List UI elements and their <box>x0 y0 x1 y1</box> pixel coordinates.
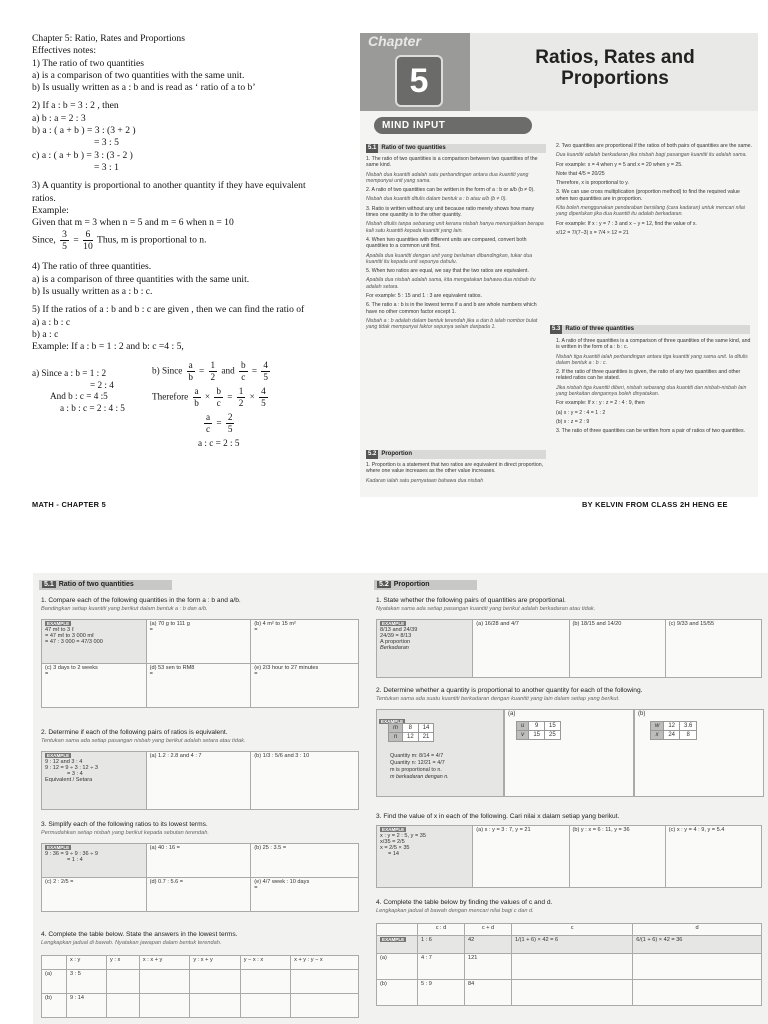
s3-heading-1: 3) A quantity is proportional to another quantity if they have equivalent <box>32 180 306 192</box>
b2-p2: For example: x = 4 when y = 5 and x = 20 when y = 25. <box>556 161 683 168</box>
wr-q2-a-table <box>516 721 561 740</box>
wr-q2-b-label: (b) <box>638 711 646 717</box>
wr-q4-h0 <box>377 924 418 936</box>
wr-q2-ex-t0: Quantity m: 8/14 = 4/7 <box>390 753 444 759</box>
wr-q2b-x: x <box>651 731 664 740</box>
wb-t-b2: b <box>216 386 221 396</box>
wr-q4-h2: c + d <box>465 924 512 936</box>
wl-q1-c-text: (c) 3 days to 2 weeks <box>45 665 98 671</box>
wl-q3-example <box>42 844 147 878</box>
wl-q1-e-text: (e) 2/3 hour to 27 minutes <box>254 665 319 671</box>
b2-p1: Dua kuantiti adalah berkadaran jika nisbah bagi pasangan kuantiti itu adalah sama. <box>556 152 747 159</box>
wb-t-two: 2 <box>238 398 244 408</box>
wb-eq-1: = <box>199 365 205 376</box>
wl-q4-h6: x + y : y − x <box>291 956 359 970</box>
wb-r-2: 2 <box>227 412 233 422</box>
wr-q4-r1-d[interactable] <box>633 954 762 980</box>
wl-q1-b[interactable] <box>251 620 359 664</box>
wr-q2-ex-t3: m berkadaran dengan n. <box>390 774 449 780</box>
wl-q1-a-eq: = <box>149 627 153 633</box>
wr-q3-c[interactable]: (c) x : y = 4 : 9, y = 5.4 <box>665 826 761 888</box>
wl-q1-text: 1. Compare each of the following quantities in the form a : b and a/b. <box>41 597 241 604</box>
wr-q4-r1-sum: 121 <box>465 954 512 980</box>
wb-therefore-line <box>152 386 302 412</box>
wl-q3-a[interactable]: (a) 40 : 16 = <box>146 844 251 878</box>
wl-q1-c[interactable] <box>42 664 147 708</box>
wb-t-one: 1 <box>238 386 244 396</box>
wr-q3-text: 3. Find the value of x in each of the following. Cari nilai x dalam setiap yang berikut. <box>376 813 620 820</box>
wr-q3-ex-l2: x/35 = 2/5 <box>380 839 405 845</box>
wb-five: 5 <box>263 372 268 382</box>
s3-fraction-1 <box>60 229 69 252</box>
b1-p4: 3. Ratio is written without any unit because ratio merely shows how many times one quantity is to the other quantity. <box>366 205 535 219</box>
b2-p0: 2. Two quantities are proportional if the ratios of both pairs of quantities are the same. <box>556 143 752 149</box>
wl-q1-ex-l1: 47 mℓ to 3 ℓ <box>45 627 74 633</box>
footer-right: BY KELVIN FROM CLASS 2H HENG EE <box>582 500 728 509</box>
book-column-1 <box>366 156 544 334</box>
wb-two: 2 <box>210 372 216 382</box>
b1-p3: Nisbah dua kuantiti ditulis dalam bentuk a : b atau a/b (b ≠ 0). <box>366 196 507 203</box>
worked-solution-a <box>32 368 162 414</box>
wb-and: and <box>221 365 235 376</box>
wb-times-1: × <box>204 391 211 402</box>
section-5-1-bar <box>366 144 546 153</box>
wr-q2-text: 2. Determine whether a quantity is proportional to another quantity for each of the following. <box>376 687 643 694</box>
wr-q4-text: 4. Complete the table below by finding the values of c and d. <box>376 899 553 906</box>
s3-fraction-2 <box>83 229 93 252</box>
wl-q4-h5: y − x : x <box>240 956 290 970</box>
s4-heading: 4) The ratio of three quantities. <box>32 261 152 273</box>
wl-q4-r1-c6[interactable] <box>291 994 359 1018</box>
wr-q4-table <box>376 923 762 1006</box>
wb-eq-3: = <box>227 391 233 402</box>
wl-q3-grid <box>41 843 359 912</box>
b1-p2: 2. A ratio of two quantities can be written in the form of a : b or a/b (b ≠ 0). <box>366 187 535 194</box>
wr-q1-ex-l4: Berkadaran <box>380 645 409 651</box>
wl-q4-r0-c2[interactable] <box>107 970 140 994</box>
wr-q4 <box>376 899 761 915</box>
wl-q4-r1-label: (b) <box>42 994 67 1018</box>
wl-q4-r0-xy: 3 : 5 <box>67 970 107 994</box>
wl-q1 <box>41 597 361 613</box>
notes-section <box>32 33 357 354</box>
wb-one: 1 <box>210 360 216 370</box>
s3-equals: = <box>73 235 79 247</box>
book-column-2 <box>556 143 752 239</box>
book-column-1b <box>366 462 544 487</box>
s3-thus: Thus, m is proportional to n. <box>96 235 207 247</box>
s2-heading: 2) If a : b = 3 : 2 , then <box>32 100 119 112</box>
b2b-p2: 2. If the ratio of three quantities is given, the ratio of any two quantities and other related ratios can be stated. <box>556 369 741 382</box>
wr-q4-r1-c[interactable] <box>512 954 633 980</box>
wl-q2-ex-l3: = 3 : 4 <box>67 771 83 777</box>
wb-eq-2: = <box>251 365 258 376</box>
wb-t-a: a <box>194 386 199 396</box>
worked-solution-b <box>152 360 302 450</box>
s5-line-b: b) a : c <box>32 328 59 340</box>
notes-subtitle: Effectives notes: <box>32 45 97 57</box>
book-title-line-2: Proportions <box>561 68 669 89</box>
frac2-num: 6 <box>83 229 93 241</box>
s2-line-c1: c) a : ( a + b ) = 3 : (3 - 2 ) <box>32 149 133 161</box>
wb-t-c: c <box>216 398 221 408</box>
wr-q4-r0-cd: 1 : 6 <box>418 936 465 954</box>
worksheet-left <box>33 573 368 1024</box>
wa-l2: = 2 : 4 <box>90 379 114 390</box>
b1-p6: 4. When two quantities with different units are compared, convert both quantities to a common unit first. <box>366 236 527 250</box>
wr-q4-r2-cd: 5 : 9 <box>418 980 465 1006</box>
wr-section-header <box>374 580 477 590</box>
wb-since: b) Since <box>152 365 183 376</box>
b1-p11: 6. The ratio a : b is in the lowest terms if a and b are whole numbers which have no other common factor except 1. <box>366 302 537 315</box>
wl-q3-text: 3. Simplify each of the following ratios to its lowest terms. <box>41 821 208 828</box>
wl-sec-title: Ratio of two quantities <box>58 581 134 588</box>
wr-q1-ex-l1: 8/13 and 24/39 <box>380 627 418 633</box>
wr-q2-ex-m: m <box>389 724 403 733</box>
s1-heading: 1) The ratio of two quantities <box>32 57 144 69</box>
wr-q3-ex-l4: = 14 <box>388 851 400 857</box>
wl-q4-h4: y : x + y <box>190 956 240 970</box>
wr-q2-ex-n: n <box>389 733 403 742</box>
wr-q2-ex-m2: 14 <box>418 724 434 733</box>
wl-q1-example <box>42 620 147 664</box>
wr-q1 <box>376 597 761 613</box>
s4-line-a: a) is a comparison of three quantities with the same unit. <box>32 273 250 285</box>
example-label: EXAMPLE <box>382 827 405 832</box>
wl-sec-num: 5.1 <box>44 581 54 588</box>
footer-left: MATH - CHAPTER 5 <box>32 500 107 509</box>
wl-q2-example <box>42 752 147 810</box>
wr-q1-text: 1. State whether the following pairs of quantities are proportional. <box>376 597 566 604</box>
wl-q2-grid <box>41 751 359 810</box>
s5-heading: 5) If the ratios of a : b and b : c are given , then we can find the ratio of <box>32 304 305 316</box>
wr-q2-ex-n2: 21 <box>418 733 434 742</box>
chapter-word: Chapter <box>368 33 421 49</box>
book-page-image <box>360 33 758 497</box>
b2b-p0: 1. A ratio of three quantities is a comparison of three quantities of the same kind, and is written in the form of a : b : c. <box>556 338 751 351</box>
b1-p8: 5. When two ratios are equal, we say that the two ratios are equivalent. <box>366 268 529 275</box>
wl-q4-r0-c6[interactable] <box>291 970 359 994</box>
wr-q2b-x1: 24 <box>664 731 680 740</box>
wl-q3-e-text: (e) 4/7 week : 10 days <box>254 879 310 885</box>
wl-q1-d-text: (d) 53 sen to RM8 <box>149 665 195 671</box>
wr-q2a-v: v <box>517 731 529 740</box>
wr-q3-ex-l3: x = 2/5 × 35 <box>380 845 410 851</box>
wl-q4-text: 4. Complete the table below. State the answers in the lowest terms. <box>41 931 238 938</box>
wl-q2-ex-l2: 9 : 12 = 9 ÷ 3 : 12 ÷ 3 <box>45 765 98 771</box>
wb-eq-4: = <box>216 417 222 428</box>
wr-q2b-w1: 12 <box>664 722 680 731</box>
wr-q2-ex-n1: 12 <box>403 733 419 742</box>
wb-since-line <box>152 360 302 386</box>
wl-q1-e[interactable] <box>251 664 359 708</box>
wr-q4-r2-sum: 84 <box>465 980 512 1006</box>
wr-q2-ms: Tentukan sama ada suatu kuantiti berkadaran dengan kuantiti yang lain dalam setiap yang berikut. <box>376 696 620 702</box>
wr-q1-ex-l3: A proportion <box>380 639 411 645</box>
b1b-p1: Kadaran ialah satu pernyataan bahawa dua nisbah <box>366 477 484 484</box>
wr-q1-a[interactable]: (a) 16/28 and 4/7 <box>473 620 569 678</box>
wl-q3 <box>41 821 361 837</box>
example-label: EXAMPLE <box>381 719 404 724</box>
b1-p0: 1. The ratio of two quantities is a comparison between two quantities of the same kind. <box>366 156 538 169</box>
wl-q2 <box>41 729 361 745</box>
section-5-1-title: Ratio of two quantities <box>381 145 446 151</box>
wr-q4-r2-label: (b) <box>377 980 418 1006</box>
wr-q4-r2-c[interactable] <box>512 980 633 1006</box>
s3-since-line <box>32 229 357 255</box>
wr-q1-ex-l2: 24/39 = 8/13 <box>380 633 412 639</box>
wb-c: c <box>241 372 246 382</box>
wl-q4-h1: x : y <box>67 956 107 970</box>
wl-q1-a-text: (a) 70 g to 111 g <box>149 621 190 627</box>
s2-line-b2: = 3 : 5 <box>94 137 119 149</box>
wr-q4-r0-d: 6/(1 + 6) × 42 = 36 <box>633 936 762 954</box>
mind-input-banner: MIND INPUT <box>374 117 532 134</box>
wr-q4-r1-label: (a) <box>377 954 418 980</box>
wr-q3-ex-l1: x : y = 2 : 5, y = 35 <box>380 833 427 839</box>
wl-q4-r0-c5[interactable] <box>240 970 290 994</box>
wb-t-four: 4 <box>261 386 266 396</box>
wr-q2-ex-table <box>388 723 434 742</box>
wl-q1-e-eq: = <box>254 671 258 677</box>
wl-q4-r0-label: (a) <box>42 970 67 994</box>
wr-q2a-u2: 15 <box>545 722 561 731</box>
wl-q4 <box>41 931 361 947</box>
s1-line-a: a) is a comparison of two quantities with the same unit. <box>32 69 245 81</box>
wa-l3: And b : c = 4 :5 <box>50 391 108 401</box>
wl-q4-h0 <box>42 956 67 970</box>
b2-p7: For example: If x : y = 7 : 3 and x − y = 12, find the value of x. <box>556 220 697 227</box>
wr-q4-h1: c : d <box>418 924 465 936</box>
wr-q1-grid <box>376 619 762 678</box>
example-label: EXAMPLE <box>47 621 70 626</box>
wr-q4-r0-label <box>377 936 418 954</box>
section-5-3-bar <box>550 325 750 334</box>
wr-q4-r0-sum: 42 <box>465 936 512 954</box>
wr-sec-title: Proportion <box>393 581 430 588</box>
wb-times-2: × <box>249 391 255 402</box>
wb-t-b: b <box>194 398 199 408</box>
book-title <box>480 47 750 89</box>
notes-title: Chapter 5: Ratio, Rates and Proportions <box>32 33 185 44</box>
wb-r-5: 5 <box>227 424 233 434</box>
wr-q1-c[interactable]: (c) 9/33 and 15/55 <box>665 620 761 678</box>
example-label: EXAMPLE <box>382 937 405 942</box>
example-label: EXAMPLE <box>47 845 70 850</box>
wr-q4-h4: d <box>633 924 762 936</box>
wl-q1-ex-l2: = 47 mℓ to 3 000 mℓ <box>45 633 94 639</box>
wr-q1-b[interactable]: (b) 18/15 and 14/20 <box>569 620 665 678</box>
wl-q3-b[interactable]: (b) 25 : 3.5 = <box>251 844 359 878</box>
wr-q4-r0-c: 1/(1 + 6) × 42 = 6 <box>512 936 633 954</box>
wa-l4: a : b : c = 2 : 4 : 5 <box>60 402 125 413</box>
s2-line-b1: b) a : ( a + b ) = 3 : (3 + 2 ) <box>32 125 136 137</box>
wr-q2b-w: w <box>651 722 664 731</box>
section-5-2-title: Proportion <box>381 451 413 457</box>
wl-section-header <box>39 580 172 590</box>
wb-a: a <box>188 360 193 370</box>
wl-q1-b-eq: = <box>254 627 258 633</box>
wl-q4-r1-c5[interactable] <box>240 994 290 1018</box>
wr-q1-ms: Nyatakan sama ada setiap pasangan kuantiti yang berikut adalah berkadaran atau tidak. <box>376 606 596 612</box>
wr-q4-h3: c <box>512 924 633 936</box>
b1b-p0: 1. Proportion is a statement that two ratios are equivalent in direct proportion, where one value increases as the other value increases. <box>366 462 544 475</box>
wl-q1-c-eq: = <box>45 671 49 677</box>
b1-p1: Nisbah dua kuantiti adalah satu perbandingan antara dua kuantiti yang mempunyai unit yang sama. <box>366 171 529 184</box>
s1-line-b: b) Is usually written as a : b and is read as ‘ ratio of a to b’ <box>32 82 256 94</box>
worksheet-right <box>366 573 768 1024</box>
wl-q4-r1-c2[interactable] <box>107 994 140 1018</box>
wl-q4-h3: x : x + y <box>139 956 189 970</box>
b2-p5: 3. We can use cross multiplication (proportion method) to find the required value when two quantities are in proportion. <box>556 189 740 202</box>
wl-q4-r0-c3[interactable] <box>139 970 189 994</box>
wl-q4-table <box>41 955 359 1018</box>
wl-q3-c[interactable]: (c) 2 : 2/5 = <box>42 878 147 912</box>
wl-q2-text: 2. Determine if each of the following pairs of ratios is equivalent. <box>41 729 228 736</box>
book-title-line-1: Ratios, Rates and <box>535 47 695 68</box>
wr-sec-num: 5.2 <box>379 581 389 588</box>
wr-q4-r1-cd: 4 : 7 <box>418 954 465 980</box>
s2-line-a: a) b : a = 2 : 3 <box>32 112 86 124</box>
wl-q2-ex-l4: Equivalent / Setara <box>45 777 93 783</box>
wr-q4-ms: Lengkapkan jadual di bawah dengan mencari nilai bagi c dan d. <box>376 908 534 914</box>
wl-q3-e-eq: = <box>254 885 258 891</box>
wl-q4-r0-c4[interactable] <box>190 970 240 994</box>
wr-q2a-v1: 15 <box>529 731 545 740</box>
b2b-p6: (b) x : z = 2 : 9 <box>556 418 590 425</box>
s2-line-c2: = 3 : 1 <box>94 161 119 173</box>
wl-q1-d[interactable] <box>146 664 251 708</box>
b2-p3: Note that 4/5 = 20/25 <box>556 170 605 177</box>
section-5-3-num: 5.3 <box>552 326 561 332</box>
wr-q2-ex-m1: 8 <box>403 724 419 733</box>
section-5-1-num: 5.1 <box>368 145 377 151</box>
s5-example: Example: If a : b = 1 : 2 and b: c =4 : 5, <box>32 341 184 353</box>
frac2-den: 10 <box>83 241 93 253</box>
wl-q2-ex-l1: 9 : 12 and 3 : 4 <box>45 759 83 765</box>
s5-line-a: a) a : b : c <box>32 316 71 328</box>
wl-q1-ex-l3: = 47 : 3 000 = 47/3 000 <box>45 639 103 645</box>
wb-four: 4 <box>263 360 268 370</box>
wr-q2-ex-work <box>390 753 449 781</box>
example-label: EXAMPLE <box>382 621 405 626</box>
b1-p5: Nisbah ditulis tanpa sebarang unit kerana nisbah hanya menunjukkan berapa kali satu kuantiti kepada kuantiti yang lain. <box>366 221 544 234</box>
wl-q2-b[interactable]: (b) 1/3 : 5/6 and 3 : 10 <box>251 752 359 810</box>
wl-q3-d[interactable]: (d) 0.7 : 5.6 = <box>146 878 251 912</box>
wl-q1-grid <box>41 619 359 708</box>
b2b-p5: (a) x : y = 2 : 4 = 1 : 2 <box>556 409 606 416</box>
frac1-den: 5 <box>62 241 67 253</box>
wr-q2a-v2: 25 <box>545 731 561 740</box>
b2-p6: Kita boleh menggunakan pendaraban bersilang (cara kadaran) untuk mencari nilai yang diperlukan jika dua kuantiti itu adalah berkadaran. <box>556 205 745 218</box>
wb-final: a : c = 2 : 5 <box>198 438 240 448</box>
s3-given: Given that m = 3 when n = 5 and m = 6 when n = 10 <box>32 217 234 229</box>
b2-p4: Therefore, x is proportional to y. <box>556 180 629 187</box>
wb-r-c: c <box>206 424 211 434</box>
wl-q3-ms: Permudahkan setiap nisbah yang berikut kepada sebutan terendah. <box>41 830 209 836</box>
wr-q2a-u: u <box>517 722 529 731</box>
chapter-number: 5 <box>395 55 443 107</box>
s3-heading-2: ratios. <box>32 192 56 204</box>
wl-q1-a[interactable] <box>146 620 251 664</box>
section-5-2-bar <box>366 450 546 459</box>
b2b-p3: Jika nisbah tiga kuantiti diberi, nisbah sebarang dua kuantiti dan nisbah-nisbah lain yang berkaitan dengannya boleh dinyatakan. <box>556 384 747 398</box>
wl-q4-h2: y : x <box>107 956 140 970</box>
s4-line-b: b) Is usually written as a : b : c. <box>32 286 153 298</box>
section-5-2-num: 5.2 <box>368 451 377 457</box>
wr-q2-b-table <box>650 721 697 740</box>
wr-q4-r2-d[interactable] <box>633 980 762 1006</box>
wl-q3-e[interactable] <box>251 878 359 912</box>
s3-since: Since, <box>32 235 56 247</box>
wr-q3-grid <box>376 825 762 888</box>
b1-p7: Apabila dua kuantiti dengan unit yang berlainan dibandingkan, tukar dua kuantiti itu kepada unit sepunya dahulu. <box>366 252 533 265</box>
wl-q4-ms: Lengkapkan jadual di bawah. Nyatakan jawapan dalam bentuk terendah. <box>41 940 222 946</box>
wl-q1-ms: Bandingkan setiap kuantiti yang berikut dalam bentuk a : b dan a/b. <box>41 606 208 612</box>
wb-r-a: a <box>206 412 211 422</box>
wr-q2b-w2: 3.6 <box>680 722 697 731</box>
wb-result-line <box>152 412 302 438</box>
wl-q4-r1-c4[interactable] <box>190 994 240 1018</box>
wb-therefore: Therefore <box>152 391 189 402</box>
wl-q3-ex-l1: 9 : 36 = 9 ÷ 9 : 36 ÷ 9 <box>45 851 98 857</box>
b2-p8: x/12 = 7/(7−3) x = 7/4 × 12 = 21 <box>556 229 629 236</box>
book-column-2b <box>556 338 752 438</box>
wl-q1-d-eq: = <box>149 671 153 677</box>
wl-q4-r1-xy: 9 : 14 <box>67 994 107 1018</box>
wb-t-five: 5 <box>261 398 266 408</box>
wr-q1-example <box>377 620 473 678</box>
wr-q3-a[interactable]: (a) x : y = 3 : 7, y = 21 <box>473 826 569 888</box>
b1-p12: Nisbah a : b adalah dalam bentuk terendah jika a dan b ialah nombor bulat yang tidak mempunyai faktor sepunya selain daripada 1. <box>366 317 538 331</box>
wl-q2-a[interactable]: (a) 1.2 : 2.8 and 4 : 7 <box>146 752 251 810</box>
wr-q2-a-label: (a) <box>508 711 516 717</box>
wa-l1: a) Since a : b = 1 : 2 <box>32 368 107 378</box>
wr-q2-ex-t2: m is proportional to n. <box>390 767 442 773</box>
wr-q2-ex-t1: Quantity n: 12/21 = 4/7 <box>390 760 445 766</box>
wl-q1-b-text: (b) 4 m² to 15 m² <box>254 621 296 627</box>
b1-p9: Apabila dua nisbah adalah sama, kita mengatakan bahawa dua nisbah itu adalah setara. <box>366 277 536 290</box>
s3-example: Example: <box>32 204 69 216</box>
wl-q4-r1-c3[interactable] <box>139 994 189 1018</box>
wr-q3-b[interactable]: (b) y : x = 6 : 11, y = 36 <box>569 826 665 888</box>
wl-q2-ms: Tentukan sama ada setiap pasangan nisbah yang berikut adalah setara atau tidak. <box>41 738 246 744</box>
b1-p10: For example: 5 : 15 and 1 : 3 are equivalent ratios. <box>366 293 482 300</box>
b2b-p1: Nisbah tiga kuantiti ialah perbandingan antara tiga kuantiti yang sama unit. Ia ditulis dalam bentuk a : b : c. <box>556 353 748 366</box>
wr-q3 <box>376 813 761 821</box>
wb-b: b <box>188 372 193 382</box>
b2b-p4: For example: If x : y : z = 2 : 4 : 9, then <box>556 400 645 407</box>
frac1-num: 3 <box>62 229 67 241</box>
wr-q2a-u1: 9 <box>529 722 545 731</box>
b2b-p7: 3. The ratio of three quantities can be written from a pair of ratios of two quantities. <box>556 428 746 435</box>
wr-q2b-x2: 8 <box>680 731 697 740</box>
wr-q3-example <box>377 826 473 888</box>
section-5-3-title: Ratio of three quantities <box>565 326 635 332</box>
wb-b2: b <box>240 360 246 370</box>
wr-q2 <box>376 687 761 703</box>
wl-q3-ex-l2: = 1 : 4 <box>67 857 83 863</box>
example-label: EXAMPLE <box>47 753 70 758</box>
